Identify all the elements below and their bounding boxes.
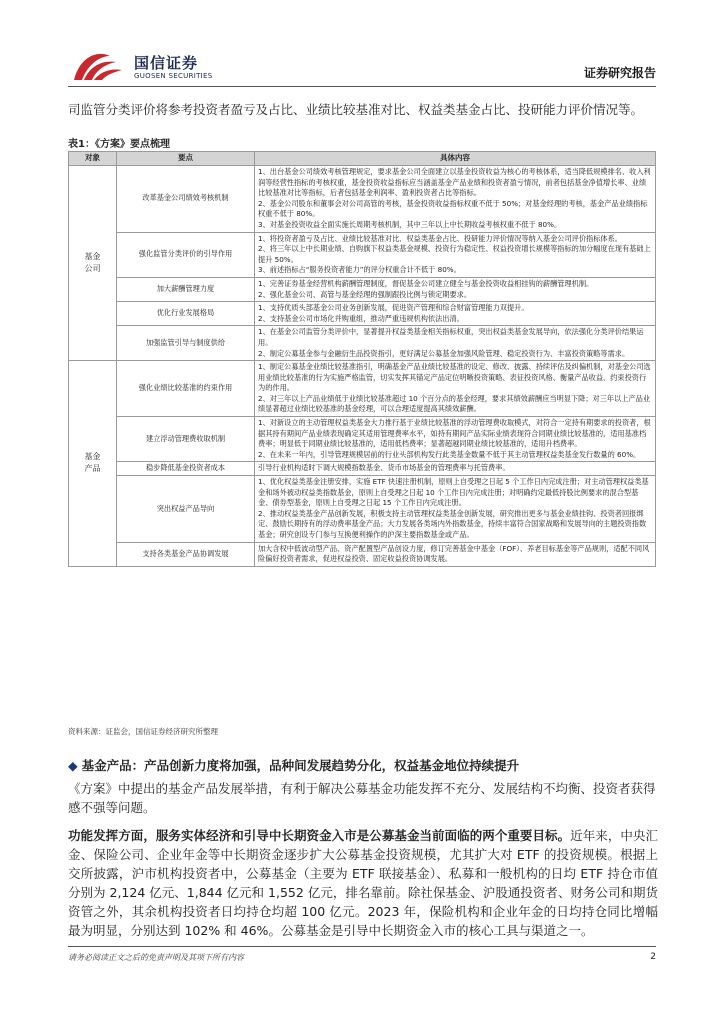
intro-paragraph: 司监管分类评价将参考投资者盈亏及占比、业绩比较基准对比、权益类基金占比、投研能力评价情况等。 (68, 102, 644, 117)
table-row (69, 462, 656, 476)
paragraph-text: 近年来，中央汇金、保险公司、企业年金等中长期资金逐步扩大公募基金投资规模，尤其扩大对 ETF 的投资规模。根据上交所披露，沪市机构投资者中，公募基金（主要为 ETF 联接基金）、私募和一般机构的日均 ETF 持仓市值分别为 2,124 亿元、1,844 亿元和 1,552 亿元，排名靠前。除社保基金、沪股通投资者、财务公司和期货资管之外，其余机构投资者日均持仓均超 100 亿元。2023 年，保险机构和企业年金的日均持仓同比增幅最为明显，分别达到 102% 和 46%。公募基金是引导中长期资金入市的核心工具与渠道之一。 (68, 828, 658, 938)
section-heading-text: 基金产品：产品创新力度将加强，品种间发展趋势分化，权益基金地位持续提升 (81, 758, 520, 773)
logo-english-name: GUOSEN SECURITIES (134, 72, 213, 80)
table-row (69, 302, 656, 326)
content-cell: 1、在基金公司监管分类评价中，显著提升权益类基金相关指标权重，突出权益类基金发展导向，依法强化分类评价结果运用。 2、制定公募基金参与金融衍生品投资指引，更好满足公募基金加强风险管理、稳定投资行为、丰富投资策略等需求。 (255, 326, 656, 361)
table-row (69, 361, 656, 417)
key-points-table (68, 151, 656, 567)
table-row (69, 277, 656, 301)
report-type-label: 证券研究报告 (583, 66, 656, 80)
table-row (69, 476, 656, 543)
table-row (69, 232, 656, 277)
point-cell: 突出权益产品导向 (117, 476, 255, 543)
object-label: 基金公司 (84, 252, 101, 274)
footer-divider (68, 946, 656, 947)
section-heading (68, 756, 519, 774)
point-cell: 改革基金公司绩效考核机制 (117, 166, 255, 233)
point-cell: 稳步降低基金投资者成本 (117, 462, 255, 476)
point-cell: 加大薪酬管理力度 (117, 277, 255, 301)
point-cell: 加强监管引导与制度供给 (117, 326, 255, 361)
header-object: 对象 (69, 152, 117, 166)
content-cell: 1、优化权益类基金注册安排，实施 ETF 快速注册机制，原则上自受理之日起 5 个工作日内完成注册；对主动管理权益类基金和场外被动权益类指数基金，原则上自受理之日起 10 个工作日内完成注册；对明确约定最低持股比例要求的混合型基金、债券型基金，原则上自受理之日起 15 个工作日内完成注册。 2、推动权益类基金产品创新发展，积极支持主动管理权益类基金创新发展，研究推出更多与基金业绩挂钩、投资者回报绑定、鼓励长期持有的浮动费率基金产品；大力发展各类场内外指数基金，持续丰富符合国家战略和发展导向的主题投资指数基金；研究创设专门参与互换便利操作的沪深主要指数基金或产品。 (255, 476, 656, 543)
page-number: 2 (650, 952, 656, 962)
header-point: 要点 (117, 152, 255, 166)
object-cell (69, 361, 117, 567)
content-cell: 1、出台基金公司绩效考核管理规定，要求基金公司全面建立以基金投资收益为核心的考核体系，适当降低规模排名、收入利润等经营性指标的考核权重，基金投资收益指标应当涵盖基金产品业绩和投资者盈亏情况，前者包括基金净值增长率、业绩比较基准对比等指标，后者包括基金利润率、盈利投资者占比等指标。 2、基金公司股东和董事会对公司高管的考核，基金投资收益指标权重不低于 50%；对基金经理的考核，基金产品业绩指标权重不低于 80%。 3、对基金投资收益全面实施长周期考核机制，其中三年以上中长期收益考核权重不低于 80%。 (255, 166, 656, 233)
content-cell: 1、支持优质头部基金公司业务创新发展，促进资产管理和综合财富管理能力双提升。 2、支持基金公司市场化并购重组，推动严重违规机构依法出清。 (255, 302, 656, 326)
table-row (69, 166, 656, 233)
point-cell: 支持各类基金产品协调发展 (117, 542, 255, 566)
header-content: 具体内容 (255, 152, 656, 166)
table-title: 表1：《方案》要点梳理 (68, 139, 170, 150)
content-cell: 加大含权中低波动型产品、资产配置型产品创设力度，修订完善基金中基金（FOF）、养老目标基金等产品规则，适配不同风险偏好投资者需求，促进权益投资、固定收益投资协调发展。 (255, 542, 656, 566)
content-cell: 1、对新设立的主动管理权益类基金大力推行基于业绩比较基准的浮动管理费收取模式，对符合一定持有期要求的投资者，根据其持有期间产品业绩表现确定其适用管理费率水平，如持有期间产品实际业绩表现符合同期业绩比较基准的，适用基准档费率；明显低于同期业绩比较基准的，适用低档费率；显著超越同期业绩比较基准的，适用升档费率。 2、在未来一年内，引导管理规模居前的行业头部机构发行此类基金数量不低于其主动管理权益类基金发行数量的 60%。 (255, 417, 656, 462)
object-label: 基金产品 (84, 452, 101, 474)
content-cell: 1、完善证券基金经营机构薪酬管理制度，督促基金公司建立健全与基金投资收益相挂钩的薪酬管理机制。 2、强化基金公司、高管与基金经理的强制跟投比例与锁定期要求。 (255, 277, 656, 301)
table-source-note: 资料来源：证监会，国信证券经济研究所整理 (68, 727, 218, 736)
paragraph-lead-bold: 功能发挥方面，服务实体经济和引导中长期资金入市是公募基金当前面临的两个重要目标。 (68, 828, 571, 843)
table-header-row (69, 152, 656, 166)
disclaimer-note: 请务必阅读正文之后的免责声明及其项下所有内容 (68, 953, 244, 962)
point-cell: 强化监管分类评价的引导作用 (117, 232, 255, 277)
content-cell: 1、制定公募基金业绩比较基准指引，明确基金产品业绩比较基准的设定、修改、披露、持续评估及纠偏机制，对基金公司选用业绩比较基准的行为实施严格监管，切实发挥其锚定产品定位明晰投资策略、表征投资风格、衡量产品收益、约束投资行为的作用。 2、对三年以上产品业绩低于业绩比较基准超过 10 个百分点的基金经理，要求其绩效薪酬应当明显下降；对三年以上产品业绩显著超过业绩比较基准的基金经理，可以合理适度提高其绩效薪酬。 (255, 361, 656, 417)
point-cell: 建立浮动管理费收取机制 (117, 417, 255, 462)
body-paragraph (68, 826, 658, 940)
object-cell (69, 166, 117, 361)
content-cell: 1、将投资者盈亏及占比、业绩比较基准对比、权益类基金占比、投研能力评价情况等纳入基金公司评价指标体系。 2、将三年以上中长期业绩、自购旗下权益类基金规模、投资行为稳定性、权益投资增长规模等指标的加分幅度在现有基础上提升 50%。 3、前述指标占“服务投资者能力”的评分权重合计不低于 80%。 (255, 232, 656, 277)
guosen-logo-icon (70, 50, 124, 84)
content-cell: 引导行业机构适时下调大规模指数基金、货币市场基金的管理费率与托管费率。 (255, 462, 656, 476)
page-header (68, 46, 656, 84)
body-paragraph: 《方案》中提出的基金产品发展举措，有利于解决公募基金功能发挥不充分、发展结构不均衡、投资者获得感不强等问题。 (68, 781, 656, 815)
table-row (69, 417, 656, 462)
point-cell: 优化行业发展格局 (117, 302, 255, 326)
point-cell: 强化业绩比较基准的约束作用 (117, 361, 255, 417)
diamond-bullet-icon: ◆ (68, 758, 78, 773)
table-row (69, 542, 656, 566)
table-row (69, 326, 656, 361)
logo-chinese-name: 国信证券 (134, 54, 199, 72)
header-divider (68, 86, 656, 87)
